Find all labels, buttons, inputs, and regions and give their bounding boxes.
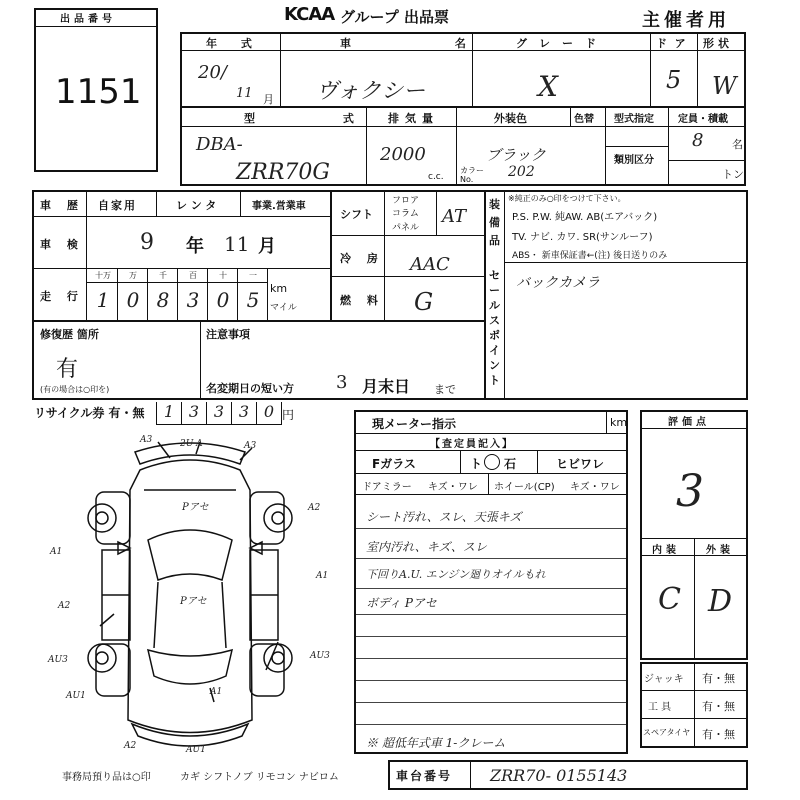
notes-suffix: まで bbox=[434, 383, 456, 396]
tools-label: 工 具 bbox=[648, 702, 672, 713]
inspector-line: シート汚れ、スレ、天張キズ bbox=[366, 510, 522, 524]
digit-label: 千 bbox=[159, 271, 167, 280]
spare-opts: 有・無 bbox=[702, 728, 735, 741]
f-glass-circle-icon bbox=[484, 454, 500, 470]
wheel-label: ホイール(CP) bbox=[494, 482, 555, 493]
mile-unit: マイル bbox=[270, 303, 297, 313]
rental-use: レンタ bbox=[176, 199, 221, 212]
type-designation-label: 型式指定 bbox=[614, 114, 654, 125]
mileage-digits bbox=[88, 288, 268, 312]
equipment-line3: ABS・ 新車保証書←(注) 後日送りのみ bbox=[512, 251, 668, 261]
door-mirror-label: ドアミラー bbox=[362, 482, 412, 493]
category-label: 類別区分 bbox=[614, 155, 654, 166]
f-glass-stone: 石 bbox=[504, 457, 517, 471]
year-value: 20/ bbox=[198, 62, 227, 83]
digit-label: 万 bbox=[129, 271, 137, 280]
grade-label: グレード bbox=[516, 37, 608, 50]
mileage-digit: 0 bbox=[216, 288, 230, 312]
damage-mark: A1 bbox=[316, 571, 329, 581]
grade-value: X bbox=[538, 70, 558, 103]
color-no-label: カラーNo. bbox=[460, 166, 484, 184]
exterior-value: ブラック bbox=[486, 146, 546, 164]
model-code: ZRR70G bbox=[236, 160, 330, 185]
car-name-label: 車 名 bbox=[340, 37, 516, 50]
color-change-label: 色替 bbox=[574, 114, 594, 125]
shift-panel: パネル bbox=[392, 223, 420, 233]
damage-mark: A2 bbox=[58, 601, 71, 611]
spare-label: スペアタイヤ bbox=[643, 728, 691, 737]
sales-point-value: バックカメラ bbox=[516, 275, 600, 291]
organizer-label: 主催者用 bbox=[642, 10, 730, 31]
shift-value: AT bbox=[442, 206, 467, 227]
recycle-digit: 3 bbox=[231, 402, 256, 424]
inspector-line: ボディ Pアセ bbox=[366, 596, 437, 610]
damage-mark: A2 bbox=[308, 503, 321, 513]
f-glass-label: Fガラス bbox=[372, 457, 416, 471]
damage-mark: A2 bbox=[124, 741, 137, 751]
shift-floor: フロア bbox=[392, 196, 420, 206]
equipment-label: 装備品 bbox=[489, 198, 500, 247]
mileage-digit: 5 bbox=[246, 288, 260, 312]
sales-point-label: セールスポイント bbox=[489, 269, 500, 387]
history-label: 車 歴 bbox=[40, 199, 84, 212]
inspection-label: 車 検 bbox=[40, 238, 84, 251]
cc-unit: c.c. bbox=[428, 172, 444, 182]
wheel-opts: キズ・ワレ bbox=[570, 482, 620, 493]
damage-mark: Pアセ bbox=[182, 502, 209, 513]
interior-label: 内装 bbox=[652, 545, 680, 556]
inspection-year: 9 bbox=[140, 230, 154, 255]
equipment-line2: TV. ナビ. カワ. SR(サンルーフ) bbox=[512, 232, 653, 243]
notes-label: 注意事項 bbox=[206, 328, 250, 341]
exterior-label: 外装色 bbox=[494, 112, 527, 125]
damage-mark: A3 bbox=[140, 435, 153, 445]
equipment-line1: P.S. P.W. 純AW. AB(エアバック) bbox=[512, 212, 658, 223]
mileage-digit: 0 bbox=[126, 288, 140, 312]
jack-label: ジャッキ bbox=[644, 674, 684, 685]
notes-month: 3 bbox=[336, 372, 348, 393]
damage-mark: AU3 bbox=[48, 655, 68, 665]
repair-value: 有 bbox=[56, 357, 79, 382]
inspection-month-unit: 月 bbox=[258, 236, 276, 257]
digit-label: 十万 bbox=[95, 271, 111, 280]
mileage-digit: 8 bbox=[156, 288, 170, 312]
damage-mark: Pアセ bbox=[180, 596, 207, 607]
capacity-label: 定員・積載 bbox=[678, 114, 728, 125]
tools-opts: 有・無 bbox=[702, 700, 735, 713]
damage-mark: AU1 bbox=[186, 745, 206, 755]
score-label: 評価点 bbox=[668, 417, 710, 428]
repair-note: (有の場合は○印を) bbox=[40, 385, 110, 394]
shape-label: 形状 bbox=[703, 37, 733, 50]
equipment-note: ※純正のみ○印をつけて下さい。 bbox=[508, 194, 626, 203]
inspector-line: 室内汚れ、キズ、スレ bbox=[366, 540, 487, 554]
chassis-value: ZRR70- 0155143 bbox=[490, 766, 628, 785]
business-use: 事業.営業車 bbox=[252, 201, 306, 212]
lot-number: 1151 bbox=[55, 72, 142, 112]
recycle-unit: 円 bbox=[282, 408, 295, 422]
recycle-digits bbox=[156, 402, 282, 425]
damage-mark: 2U A bbox=[180, 439, 203, 449]
header-title: グループ 出品票 bbox=[340, 8, 450, 26]
model-prefix: DBA- bbox=[196, 134, 243, 155]
inspector-line: 下回りA.U. エンジン廻りオイルもれ bbox=[366, 568, 546, 581]
displacement-label: 排気量 bbox=[388, 112, 439, 125]
month-unit: 月 bbox=[263, 93, 274, 106]
recycle-digit: 1 bbox=[156, 402, 181, 424]
inspector-line: ※ 超低年式車 1-クレーム bbox=[366, 736, 506, 750]
lot-label: 出品番号 bbox=[60, 14, 116, 25]
repair-label: 修復歴 箇所 bbox=[40, 328, 99, 341]
year-label: 年 式 bbox=[206, 37, 262, 50]
score-value: 3 bbox=[676, 466, 704, 517]
recycle-digit: 0 bbox=[256, 402, 282, 424]
fuel-label: 燃 料 bbox=[340, 294, 384, 307]
office-items-label: 事務局預り品は○印 bbox=[62, 772, 151, 783]
digit-label: 十 bbox=[219, 271, 227, 280]
meter-km: km bbox=[610, 416, 628, 429]
jack-opts: 有・無 bbox=[702, 672, 735, 685]
inspector-label: 【査定員記入】 bbox=[430, 439, 514, 450]
office-items: カギ シフトノブ リモコン ナビロム bbox=[180, 772, 339, 783]
ac-label: 冷 房 bbox=[340, 252, 384, 265]
private-use: 自家用 bbox=[98, 199, 137, 212]
recycle-digit: 3 bbox=[181, 402, 206, 424]
f-glass-hibi: ヒビワレ bbox=[556, 457, 605, 471]
chassis-label: 車台番号 bbox=[396, 769, 453, 783]
doors-value: 5 bbox=[666, 66, 682, 94]
damage-mark: A1 bbox=[50, 547, 63, 557]
shift-label: シフト bbox=[340, 208, 373, 221]
inspection-year-unit: 年 bbox=[186, 236, 204, 257]
shift-column: コラム bbox=[392, 209, 419, 219]
digit-label: 百 bbox=[189, 271, 197, 280]
fuel-value: G bbox=[414, 288, 434, 316]
mileage-label: 走 行 bbox=[40, 290, 84, 303]
color-no-value: 202 bbox=[508, 164, 535, 180]
recycle-digit: 3 bbox=[206, 402, 231, 424]
digit-label: 一 bbox=[249, 271, 257, 280]
km-unit: km bbox=[270, 282, 288, 295]
displacement-value: 2000 bbox=[380, 144, 426, 165]
car-damage-diagram bbox=[40, 430, 340, 760]
door-mirror-opts: キズ・ワレ bbox=[428, 482, 478, 493]
damage-mark: A3 bbox=[244, 441, 257, 451]
car-name-value: ヴォクシー bbox=[316, 79, 426, 104]
exterior-score-label: 外装 bbox=[706, 545, 734, 556]
mileage-digit: 1 bbox=[96, 288, 110, 312]
shape-value: W bbox=[712, 72, 737, 100]
month-value: 11 bbox=[236, 86, 253, 101]
interior-value: C bbox=[658, 582, 681, 617]
capacity-value: 8 bbox=[692, 130, 704, 151]
model-label: 型 式 bbox=[244, 112, 396, 125]
mileage-digit-labels bbox=[88, 270, 268, 281]
doors-label: ドア bbox=[656, 37, 694, 50]
exterior-value-score: D bbox=[708, 584, 733, 619]
damage-mark: AU1 bbox=[66, 691, 86, 701]
meter-label: 現メーター指示 bbox=[372, 417, 457, 431]
inspection-month: 11 bbox=[224, 232, 250, 256]
damage-mark: A1 bbox=[210, 687, 223, 697]
recycle-label: リサイクル券 有・無 bbox=[34, 406, 145, 420]
mileage-digit: 3 bbox=[186, 288, 200, 312]
notes-month-unit: 月末日 bbox=[362, 377, 411, 396]
capacity-unit: 名 bbox=[732, 138, 743, 151]
damage-mark: AU3 bbox=[310, 651, 330, 661]
short-date-label: 名変期日の短い方 bbox=[206, 382, 294, 395]
f-glass-crack: ト bbox=[470, 457, 483, 471]
header-logo: KCAA bbox=[284, 4, 335, 25]
ton-unit: トン bbox=[722, 168, 744, 181]
ac-value: AAC bbox=[410, 254, 450, 275]
